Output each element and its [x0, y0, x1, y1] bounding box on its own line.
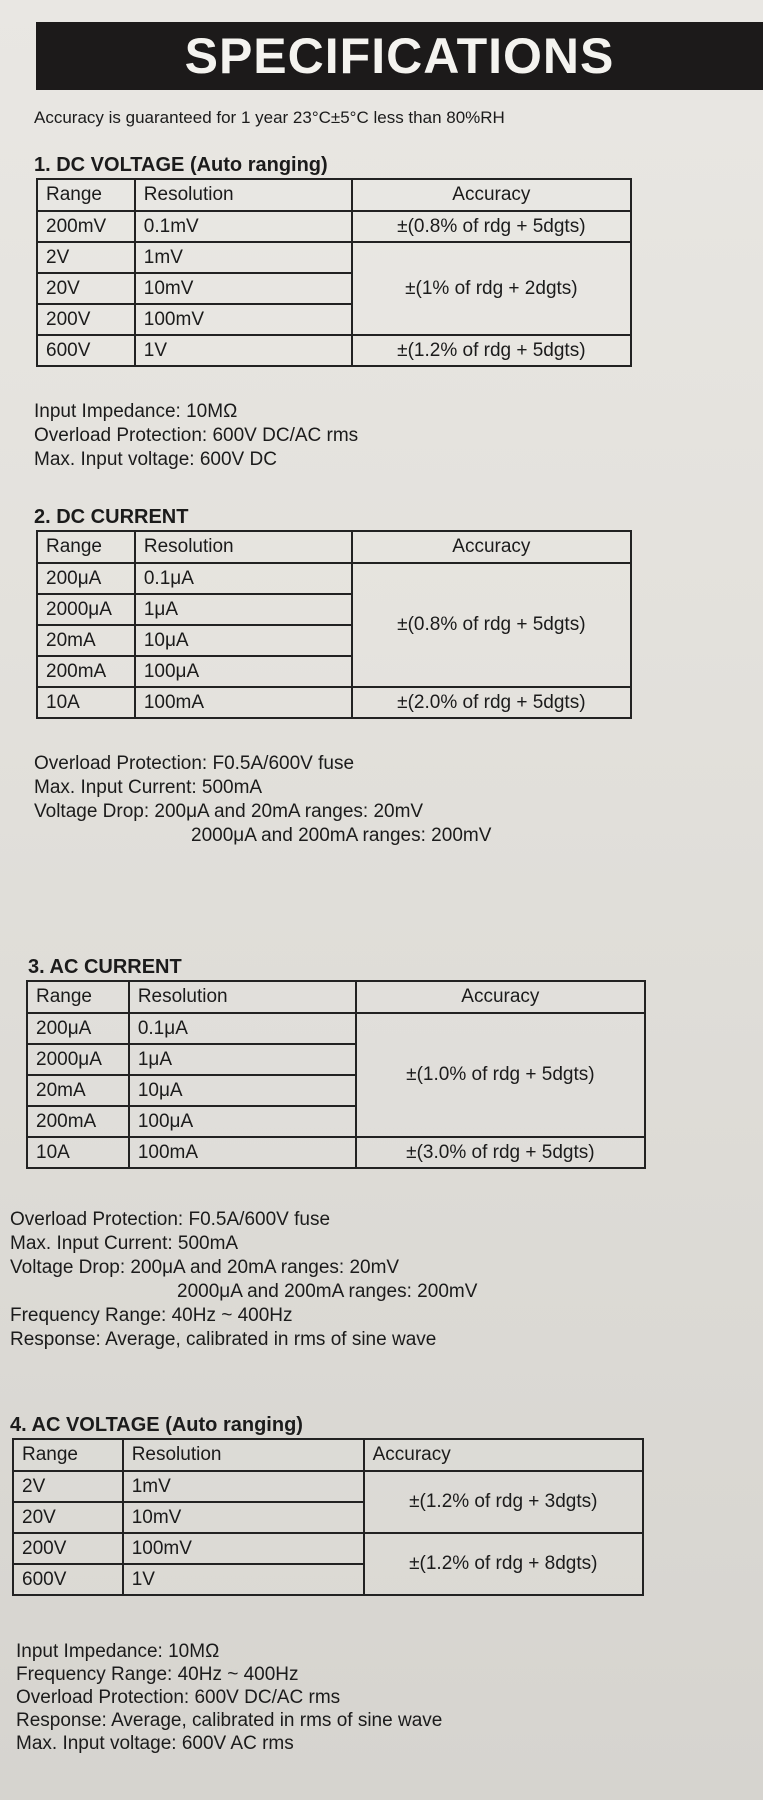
accuracy-cell: ±(2.0% of rdg + 5dgts): [352, 687, 631, 718]
note-line: Voltage Drop: 200μA and 20mA ranges: 20mV: [34, 801, 424, 822]
resolution-cell: 1V: [135, 335, 352, 366]
notes: [34, 752, 491, 848]
table-header-row: [37, 531, 631, 563]
range-cell: 600V: [37, 335, 135, 366]
resolution-cell: 100mA: [135, 687, 352, 718]
range-cell: 2000μA: [37, 594, 135, 625]
resolution-cell: 100μA: [129, 1106, 356, 1137]
header-range: Range: [37, 179, 135, 211]
resolution-cell: 10μA: [135, 625, 352, 656]
note-line: Overload Protection: 600V DC/AC rms: [34, 425, 359, 446]
header-resolution: Resolution: [135, 179, 352, 211]
note-line: Overload Protection: 600V DC/AC rms: [16, 1687, 341, 1708]
page-title: SPECIFICATIONS: [184, 28, 615, 84]
header-accuracy: Accuracy: [352, 531, 631, 563]
spec-table: [12, 1438, 644, 1596]
note-line: Max. Input voltage: 600V DC: [34, 449, 277, 470]
resolution-cell: 1μA: [129, 1044, 356, 1075]
accuracy-cell: ±(1.2% of rdg + 8dgts): [364, 1533, 643, 1595]
note-line: Overload Protection: F0.5A/600V fuse: [34, 753, 355, 774]
range-cell: 20V: [37, 273, 135, 304]
accuracy-cell: ±(0.8% of rdg + 5dgts): [352, 211, 631, 242]
header-resolution: Resolution: [129, 981, 356, 1013]
note-line: Input Impedance: 10MΩ: [16, 1641, 220, 1662]
range-cell: 200V: [13, 1533, 123, 1564]
resolution-cell: 0.1μA: [135, 563, 352, 594]
note-line: Overload Protection: F0.5A/600V fuse: [10, 1209, 331, 1230]
resolution-cell: 100mV: [123, 1533, 364, 1564]
range-cell: 10A: [37, 687, 135, 718]
spec-table: [26, 980, 646, 1169]
note-line: Response: Average, calibrated in rms of sine wave: [16, 1710, 443, 1731]
header-resolution: Resolution: [123, 1439, 364, 1471]
table-row: [37, 563, 631, 594]
resolution-cell: 10mV: [123, 1502, 364, 1533]
range-cell: 200mA: [37, 656, 135, 687]
resolution-cell: 100mA: [129, 1137, 356, 1168]
table-header-row: [37, 179, 631, 211]
table-row: [37, 242, 631, 273]
table-row: [13, 1471, 643, 1502]
note-line: Frequency Range: 40Hz ~ 400Hz: [10, 1305, 293, 1326]
resolution-cell: 0.1mV: [135, 211, 352, 242]
spec-table: [36, 530, 632, 719]
header-resolution: Resolution: [135, 531, 352, 563]
table-row: [37, 211, 631, 242]
table-header-row: [13, 1439, 643, 1471]
notes: [16, 1640, 442, 1755]
resolution-cell: 0.1μA: [129, 1013, 356, 1044]
resolution-cell: 1μA: [135, 594, 352, 625]
title-banner: [36, 22, 763, 90]
table-row: [37, 687, 631, 718]
table-header-row: [27, 981, 645, 1013]
table-row: [27, 1013, 645, 1044]
resolution-cell: 1V: [123, 1564, 364, 1595]
accuracy-cell: ±(3.0% of rdg + 5dgts): [356, 1137, 645, 1168]
note-line: Max. Input Current: 500mA: [10, 1233, 239, 1254]
range-cell: 10A: [27, 1137, 129, 1168]
section-title: 4. AC VOLTAGE (Auto ranging): [10, 1414, 303, 1436]
accuracy-cell: ±(1% of rdg + 2dgts): [352, 242, 631, 335]
range-cell: 200mA: [27, 1106, 129, 1137]
accuracy-cell: ±(1.2% of rdg + 3dgts): [364, 1471, 643, 1533]
table-row: [27, 1137, 645, 1168]
range-cell: 20mA: [27, 1075, 129, 1106]
accuracy-cell: ±(0.8% of rdg + 5dgts): [352, 563, 631, 687]
range-cell: 2V: [13, 1471, 123, 1502]
range-cell: 200mV: [37, 211, 135, 242]
header-accuracy: Accuracy: [356, 981, 645, 1013]
range-cell: 20V: [13, 1502, 123, 1533]
notes: [34, 400, 358, 472]
resolution-cell: 1mV: [135, 242, 352, 273]
table-row: [37, 335, 631, 366]
resolution-cell: 10μA: [129, 1075, 356, 1106]
range-cell: 20mA: [37, 625, 135, 656]
section-title: 3. AC CURRENT: [28, 956, 182, 978]
note-line: 2000μA and 200mA ranges: 200mV: [177, 1281, 478, 1302]
spec-table: [36, 178, 632, 367]
range-cell: 200V: [37, 304, 135, 335]
range-cell: 600V: [13, 1564, 123, 1595]
notes: [10, 1208, 477, 1352]
section-title: 1. DC VOLTAGE (Auto ranging): [34, 154, 328, 176]
header-accuracy: Accuracy: [364, 1439, 643, 1471]
range-cell: 2V: [37, 242, 135, 273]
note-line: Frequency Range: 40Hz ~ 400Hz: [16, 1664, 299, 1685]
note-line: Max. Input Current: 500mA: [34, 777, 263, 798]
header-range: Range: [37, 531, 135, 563]
note-line: Response: Average, calibrated in rms of sine wave: [10, 1329, 437, 1350]
header-range: Range: [13, 1439, 123, 1471]
note-line: Input Impedance: 10MΩ: [34, 401, 238, 422]
accuracy-note: Accuracy is guaranteed for 1 year 23°C±5°C less than 80%RH: [34, 108, 505, 127]
note-line: Voltage Drop: 200μA and 20mA ranges: 20mV: [10, 1257, 400, 1278]
range-cell: 2000μA: [27, 1044, 129, 1075]
resolution-cell: 1mV: [123, 1471, 364, 1502]
accuracy-cell: ±(1.2% of rdg + 5dgts): [352, 335, 631, 366]
note-line: 2000μA and 200mA ranges: 200mV: [191, 825, 492, 846]
range-cell: 200μA: [37, 563, 135, 594]
resolution-cell: 100μA: [135, 656, 352, 687]
header-range: Range: [27, 981, 129, 1013]
table-row: [13, 1533, 643, 1564]
resolution-cell: 100mV: [135, 304, 352, 335]
range-cell: 200μA: [27, 1013, 129, 1044]
header-accuracy: Accuracy: [352, 179, 631, 211]
accuracy-cell: ±(1.0% of rdg + 5dgts): [356, 1013, 645, 1137]
note-line: Max. Input voltage: 600V AC rms: [16, 1733, 294, 1754]
section-title: 2. DC CURRENT: [34, 506, 189, 528]
resolution-cell: 10mV: [135, 273, 352, 304]
